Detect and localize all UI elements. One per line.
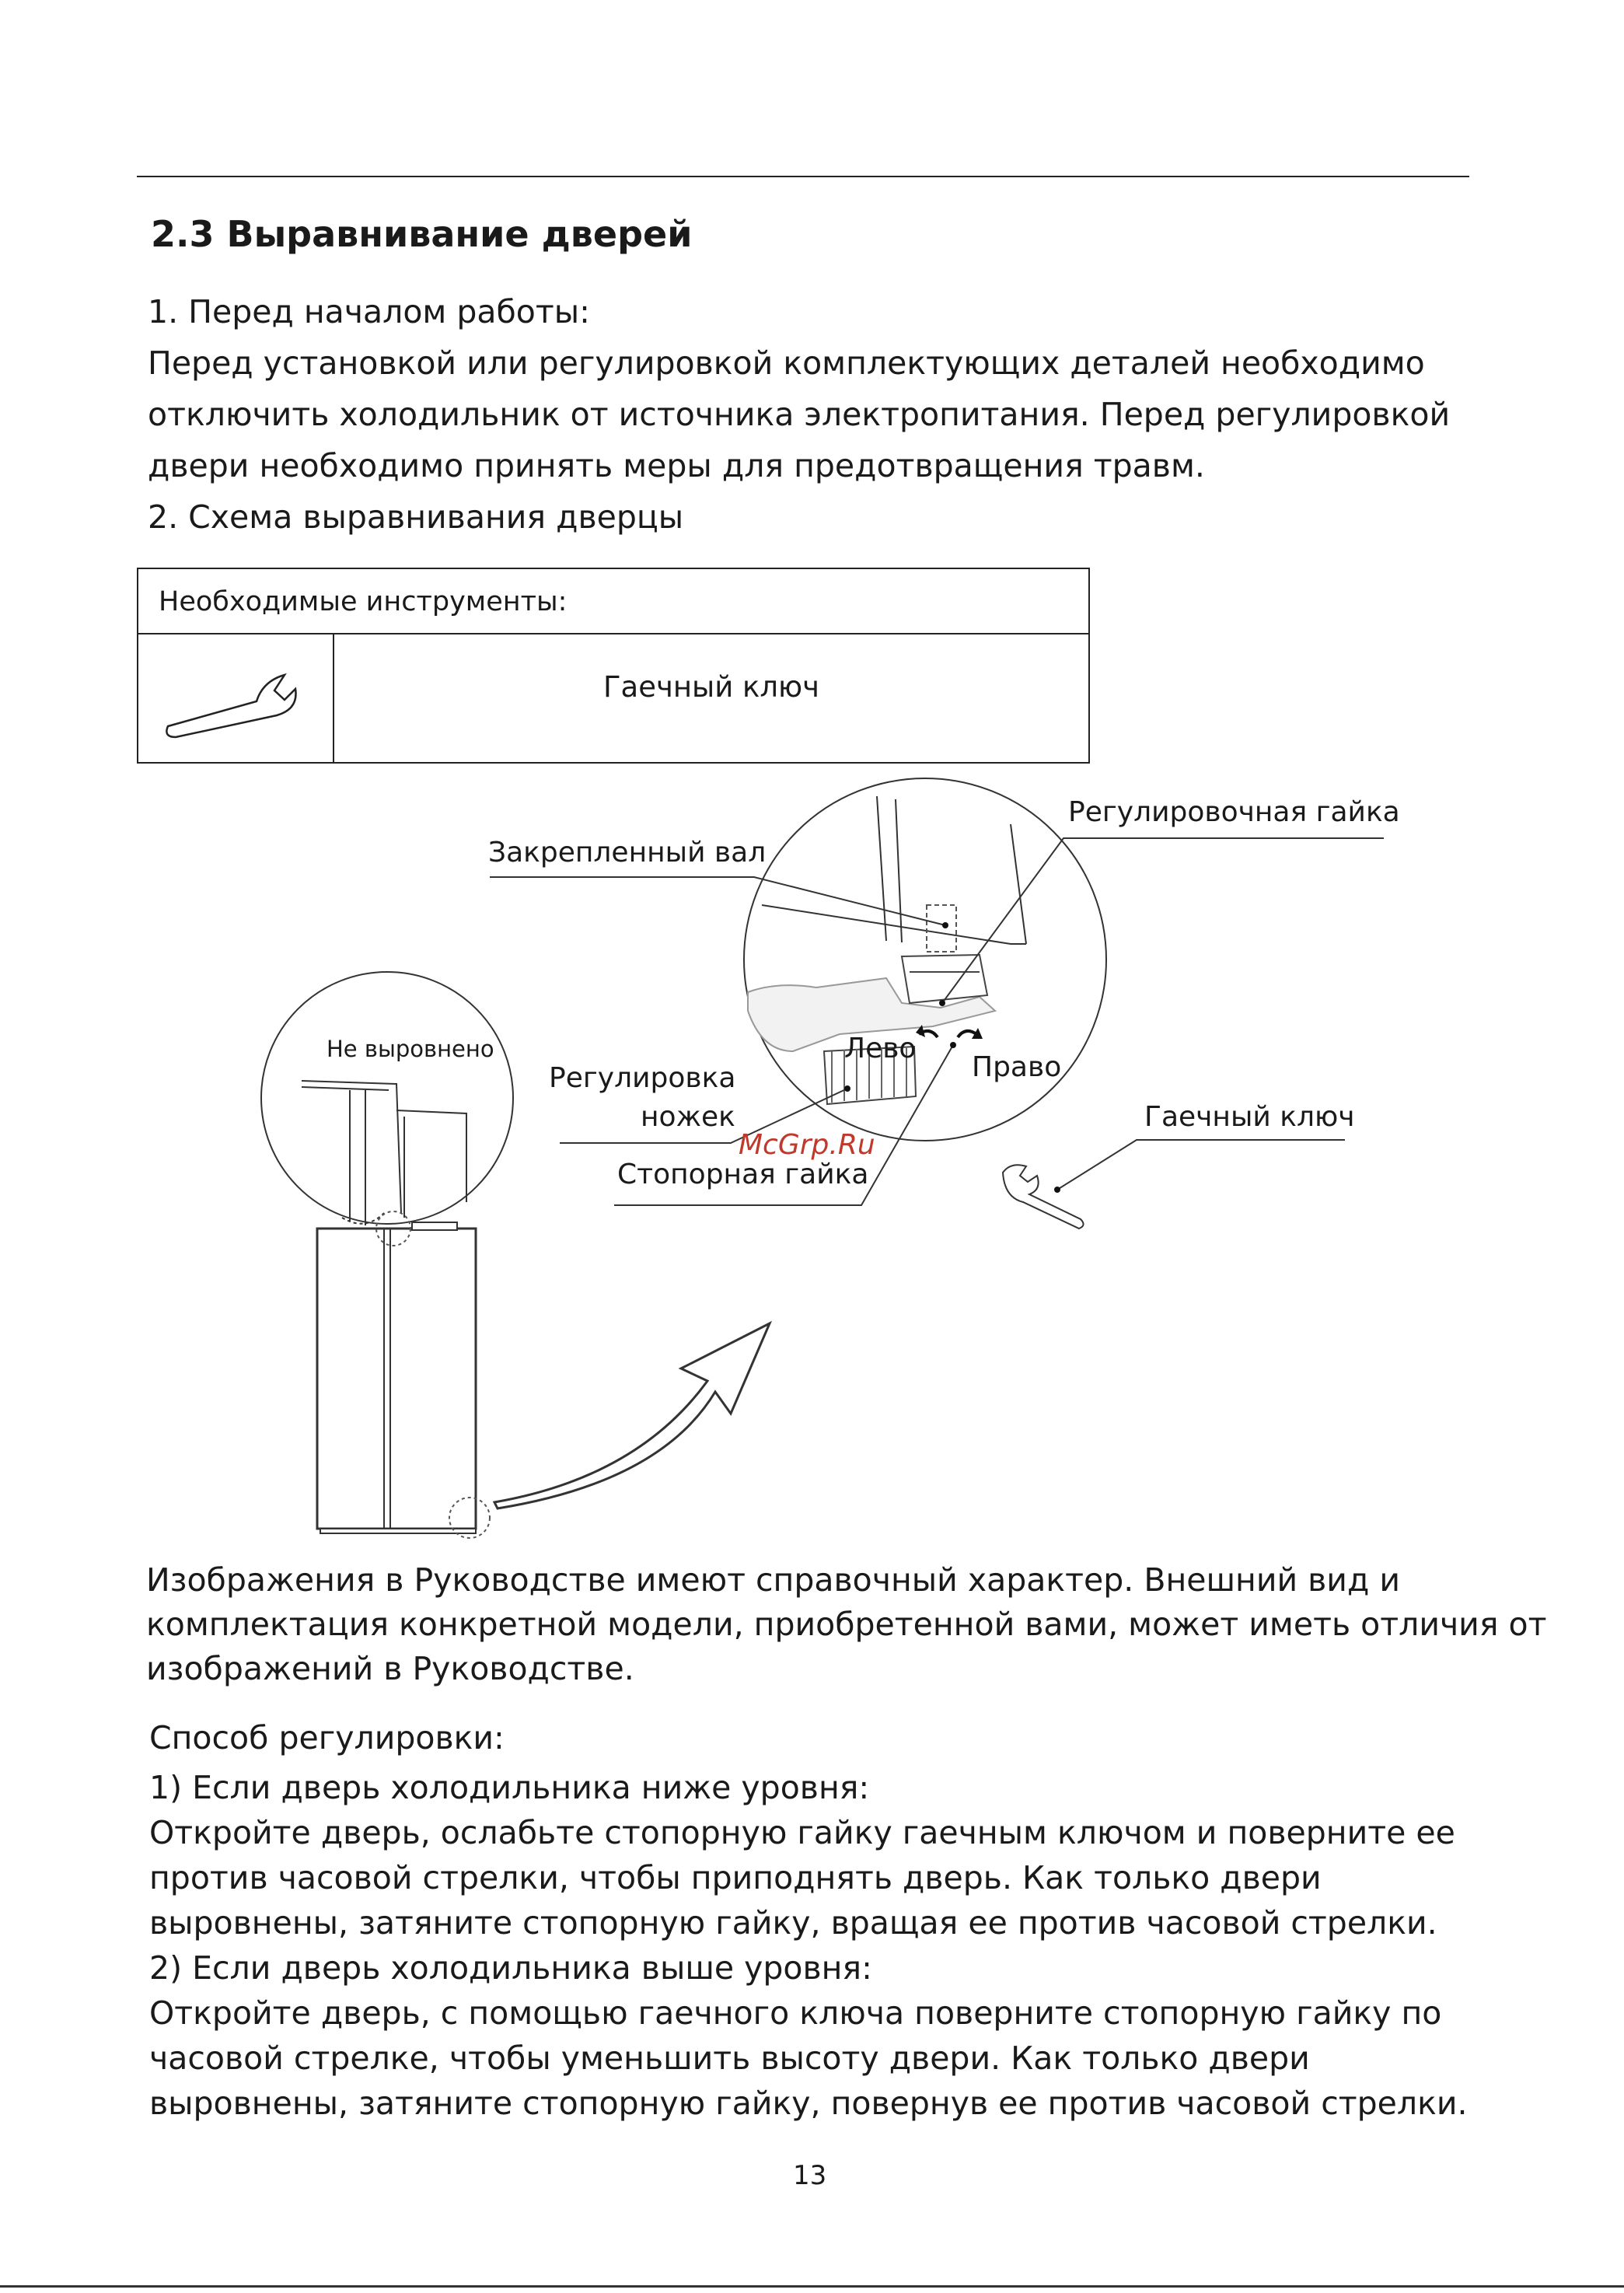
case2-line: выровнены, затяните стопорную гайку, повернув ее против часовой стрелки.	[149, 2085, 1468, 2122]
watermark: McGrp.Ru	[739, 1129, 875, 1161]
tools-icon-cell	[138, 634, 334, 762]
intro-block	[148, 286, 1450, 543]
label-wrench: Гаечный ключ	[1144, 1101, 1355, 1133]
disclaimer-line: изображений в Руководстве.	[146, 1650, 634, 1687]
label-foot-adjust-2: ножек	[641, 1101, 735, 1133]
case1-heading: 1) Если дверь холодильника ниже уровня:	[149, 1769, 870, 1806]
label-not-level: Не выровнено	[327, 1036, 494, 1062]
case2-heading: 2) Если дверь холодильника выше уровня:	[149, 1949, 872, 1987]
section-title: 2.3 Выравнивание дверей	[151, 213, 693, 255]
header-rule	[137, 176, 1469, 177]
step1-heading: 1. Перед началом работы:	[148, 293, 590, 330]
zoom-arrow	[494, 1323, 770, 1508]
disclaimer-line: комплектация конкретной модели, приобретенной вами, может иметь отличия от	[146, 1606, 1547, 1643]
tool-name: Гаечный ключ	[602, 670, 820, 704]
wrench-small-icon	[1003, 1165, 1084, 1229]
label-right: Право	[972, 1051, 1062, 1083]
step1-line: Перед установкой или регулировкой комплектующих деталей необходимо	[148, 344, 1425, 382]
case1-line: выровнены, затяните стопорную гайку, вращая ее против часовой стрелки.	[149, 1904, 1437, 1942]
label-adjusting-nut: Регулировочная гайка	[1068, 796, 1400, 828]
footer-rule	[0, 2285, 1624, 2288]
step1-line: отключить холодильник от источника электропитания. Перед регулировкой	[148, 396, 1451, 433]
page-number: 13	[793, 2160, 827, 2191]
step2-heading: 2. Схема выравнивания дверцы	[148, 498, 684, 536]
case1-line: Откройте дверь, ослабьте стопорную гайку гаечным ключом и поверните ее	[149, 1814, 1455, 1851]
not-level-circle	[261, 972, 513, 1224]
method-block	[149, 1715, 1468, 2126]
case2-line: Откройте дверь, с помощью гаечного ключа поверните стопорную гайку по	[149, 1994, 1442, 2032]
disclaimer-line: Изображения в Руководстве имеют справочный характер. Внешний вид и	[146, 1561, 1400, 1599]
refrigerator-front	[317, 1229, 476, 1529]
method-heading: Способ регулировки:	[149, 1719, 505, 1756]
case1-line: против часовой стрелки, чтобы приподнять дверь. Как только двери	[149, 1859, 1322, 1896]
tools-table-header: Необходимые инструменты:	[138, 569, 1088, 634]
disclaimer-block	[146, 1558, 1547, 1691]
case2-line: часовой стрелке, чтобы уменьшить высоту двери. Как только двери	[149, 2040, 1310, 2077]
label-fixed-shaft: Закрепленный вал	[488, 837, 767, 869]
tools-table	[137, 568, 1090, 764]
wrench-icon	[138, 634, 333, 759]
label-left: Лево	[844, 1033, 917, 1064]
label-lock-nut: Стопорная гайка	[617, 1159, 869, 1190]
step1-line: двери необходимо принять меры для предотвращения травм.	[148, 447, 1205, 484]
label-foot-adjust: Регулировка	[549, 1062, 736, 1094]
